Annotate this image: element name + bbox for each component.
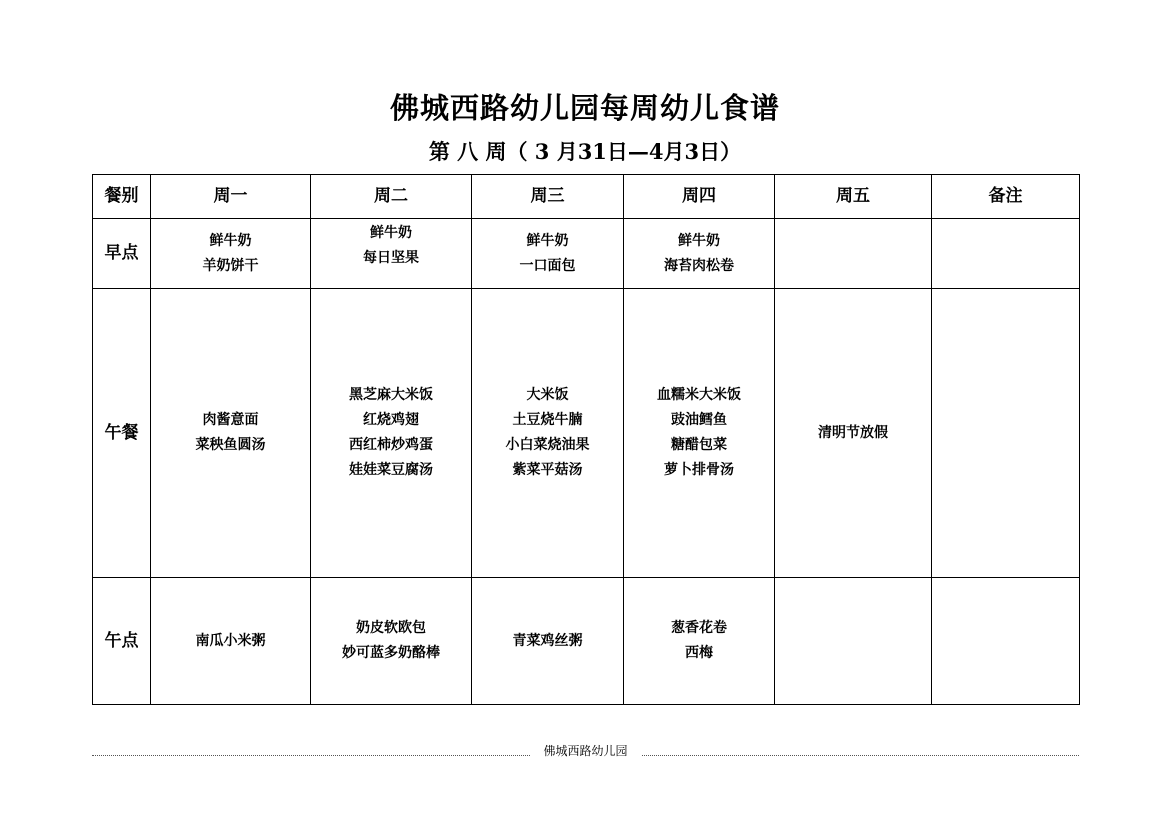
menu-item: 奶皮软欧包 — [356, 620, 426, 636]
cell-snack-notes — [932, 578, 1080, 705]
table-row-lunch — [93, 289, 1080, 578]
menu-item: 小白菜烧油果 — [505, 437, 590, 453]
header-meal-type: 餐别 — [93, 175, 151, 219]
menu-item: 一口面包 — [519, 257, 576, 274]
menu-item: 娃娃菜豆腐汤 — [349, 462, 433, 478]
menu-item: 海苔肉松卷 — [664, 257, 734, 274]
menu-item: 大米饭 — [526, 387, 569, 403]
menu-item: 羊奶饼干 — [202, 257, 259, 274]
header-monday: 周一 — [151, 175, 311, 219]
menu-item: 红烧鸡翅 — [363, 412, 419, 428]
page-title: 佛城西路幼儿园每周幼儿食谱 — [389, 91, 780, 125]
menu-item: 妙可蓝多奶酪棒 — [342, 645, 440, 661]
row-label-breakfast: 早点 — [93, 219, 151, 289]
week-subtitle: 第 八 周（ 3 月31日—4月3日） — [428, 139, 742, 164]
cell-snack-tuesday — [311, 578, 472, 705]
cell-breakfast-wednesday — [472, 219, 624, 289]
cell-lunch-friday — [775, 289, 932, 578]
menu-item: 鲜牛奶 — [678, 232, 720, 249]
menu-item: 紫菜平菇汤 — [512, 462, 583, 478]
header-notes: 备注 — [932, 175, 1080, 219]
menu-item: 鲜牛奶 — [370, 225, 412, 241]
holiday-note: 清明节放假 — [818, 424, 888, 441]
menu-item: 糖醋包菜 — [671, 437, 727, 453]
cell-snack-monday — [151, 578, 311, 705]
cell-breakfast-thursday — [624, 219, 775, 289]
header-tuesday: 周二 — [311, 175, 472, 219]
menu-item: 每日坚果 — [363, 250, 419, 266]
menu-item: 葱香花卷 — [671, 620, 727, 636]
menu-item: 肉酱意面 — [202, 412, 259, 428]
cell-breakfast-friday — [775, 219, 932, 289]
cell-lunch-tuesday — [311, 289, 472, 578]
menu-item: 青菜鸡丝粥 — [512, 632, 583, 649]
menu-item: 南瓜小米粥 — [195, 632, 266, 649]
cell-lunch-monday — [151, 289, 311, 578]
footer-dotted-line-right — [642, 754, 1080, 756]
header-thursday: 周四 — [624, 175, 775, 219]
cell-breakfast-tuesday — [311, 219, 472, 289]
menu-item: 鲜牛奶 — [526, 232, 569, 249]
row-label-afternoon-snack: 午点 — [93, 578, 151, 705]
menu-item: 西梅 — [685, 645, 713, 661]
cell-snack-wednesday — [472, 578, 624, 705]
cell-snack-thursday — [624, 578, 775, 705]
cell-snack-friday — [775, 578, 932, 705]
cell-lunch-notes — [932, 289, 1080, 578]
footer-dotted-line-left — [92, 754, 530, 756]
menu-item: 土豆烧牛腩 — [512, 412, 583, 428]
table-header-row — [93, 175, 1080, 219]
row-label-lunch: 午餐 — [93, 289, 151, 578]
menu-item: 菜秧鱼圆汤 — [195, 437, 266, 453]
cell-breakfast-monday — [151, 219, 311, 289]
menu-item: 西红柿炒鸡蛋 — [349, 437, 433, 453]
menu-item: 萝卜排骨汤 — [664, 462, 734, 478]
footer-text: 佛城西路幼儿园 — [543, 743, 628, 758]
table-row-afternoon-snack — [93, 578, 1080, 705]
header-friday: 周五 — [775, 175, 932, 219]
page-footer — [92, 740, 1079, 760]
menu-item: 血糯米大米饭 — [657, 387, 741, 403]
cell-breakfast-notes — [932, 219, 1080, 289]
table-row-breakfast — [93, 219, 1080, 289]
cell-lunch-wednesday — [472, 289, 624, 578]
cell-lunch-thursday — [624, 289, 775, 578]
header-wednesday: 周三 — [472, 175, 624, 219]
weekly-menu-table — [92, 174, 1080, 705]
menu-item: 黑芝麻大米饭 — [349, 387, 433, 403]
menu-item: 鲜牛奶 — [209, 232, 252, 249]
menu-item: 豉油鳕鱼 — [671, 412, 727, 428]
